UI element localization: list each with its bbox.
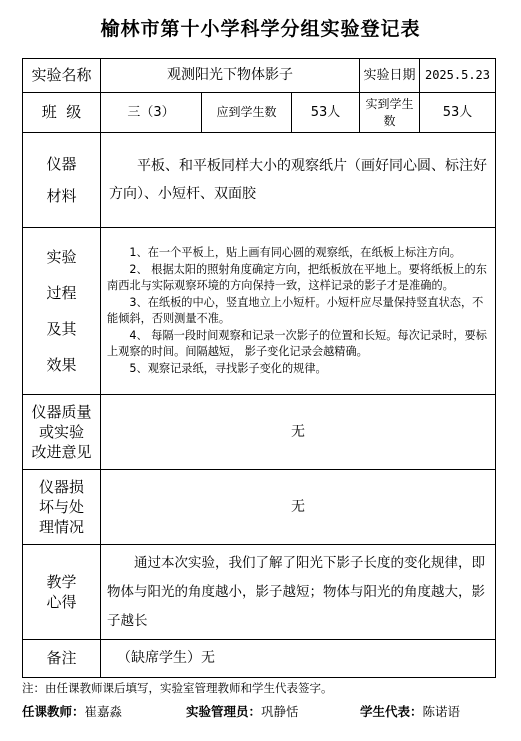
procedure-value: [100, 227, 496, 395]
quality-label-line3: 改进意见: [31, 443, 92, 462]
procedure-label-line4: 效果: [46, 356, 77, 375]
experiment-date-label: 实验日期: [359, 58, 420, 93]
remarks-label: 备注: [22, 639, 101, 678]
procedure-label-line3: 及其: [46, 320, 77, 338]
teacher-name: 崔嘉淼: [84, 704, 123, 719]
procedure-step: 1、在一个平板上，贴上画有同心圆的观察纸，在纸板上标注方向。: [129, 246, 461, 259]
teaching-text: 通过本次实验，我们了解了阳光下影子长度的变化规律，即物体与阳光的角度越小，影子越短；物体与阳光的角度越大，影子越长: [107, 554, 485, 629]
procedure-step: 2、 根据太阳的照射角度确定方向，把纸板放在平地上。要将纸板上的东南西北与实际观察环境的方向保持一致，这样记录的影子才是准确的。: [107, 262, 487, 292]
teacher-label: 任课教师：: [22, 704, 85, 719]
procedure-label-line2: 过程: [46, 283, 77, 302]
damage-label-line1: 仪器损: [38, 477, 84, 496]
procedure-label: [22, 227, 101, 395]
teaching-label-line1: 教学: [46, 572, 77, 591]
class-value: 三（3）: [100, 92, 202, 133]
teaching-label: [22, 544, 101, 640]
equipment-value: [100, 132, 496, 228]
quality-label: [22, 394, 101, 470]
manager-signature: [186, 702, 299, 720]
footnote: 注：由任课教师课后填写，实验室管理教师和学生代表签字。: [22, 681, 333, 695]
procedure-steps: [107, 245, 491, 377]
damage-label: [22, 469, 101, 545]
manager-label: 实验管理员：: [186, 704, 262, 719]
expected-students-label: 应到学生数: [201, 92, 292, 133]
equipment-label-line2: 材料: [46, 187, 77, 205]
experiment-name-label: 实验名称: [22, 58, 101, 93]
actual-students-label: 实到学生数: [359, 92, 420, 133]
damage-label-line3: 理情况: [38, 518, 84, 537]
procedure-step: 3、在纸板的中心，竖直地立上小短杆。小短杆应尽量保持竖直状态，不能倾斜，否则测量不准。: [107, 295, 484, 325]
damage-label-line2: 坏与处: [38, 497, 84, 516]
student-signature: [360, 702, 460, 720]
equipment-label: [22, 132, 101, 228]
expected-students-value: 53人: [291, 92, 360, 133]
experiment-date-value: 2025.5.23: [419, 58, 496, 93]
procedure-label-line1: 实验: [46, 247, 77, 266]
student-label: 学生代表：: [360, 704, 423, 719]
quality-label-line1: 仪器质量: [31, 402, 92, 421]
form-title: 榆林市第十小学科学分组实验登记表: [100, 18, 421, 40]
teacher-signature: [22, 702, 122, 720]
quality-label-line2: 或实验: [38, 422, 84, 441]
procedure-step: 4、 每隔一段时间观察和记录一次影子的位置和长短。每次记录时，要标上观察的时间。间隔越短， 影子变化记录会越精确。: [107, 328, 487, 358]
experiment-name-value: 观测阳光下物体影子: [100, 58, 360, 93]
class-label: 班 级: [22, 92, 101, 133]
equipment-text: 平板、和平板同样大小的观察纸片（画好同心圆、标注好方向）、小短杆、双面胶: [109, 158, 487, 202]
teaching-label-line2: 心得: [46, 593, 77, 611]
student-name: 陈诺语: [422, 704, 461, 719]
teaching-value: [100, 544, 496, 640]
remarks-value: （缺席学生）无: [100, 639, 496, 678]
equipment-label-line1: 仪器: [46, 154, 77, 173]
actual-students-value: 53人: [419, 92, 496, 133]
manager-name: 巩静恬: [261, 704, 299, 719]
quality-value: 无: [100, 394, 496, 470]
damage-value: 无: [100, 469, 496, 545]
registration-table: [22, 58, 496, 678]
procedure-step: 5、观察记录纸，寻找影子变化的规律。: [129, 361, 327, 375]
